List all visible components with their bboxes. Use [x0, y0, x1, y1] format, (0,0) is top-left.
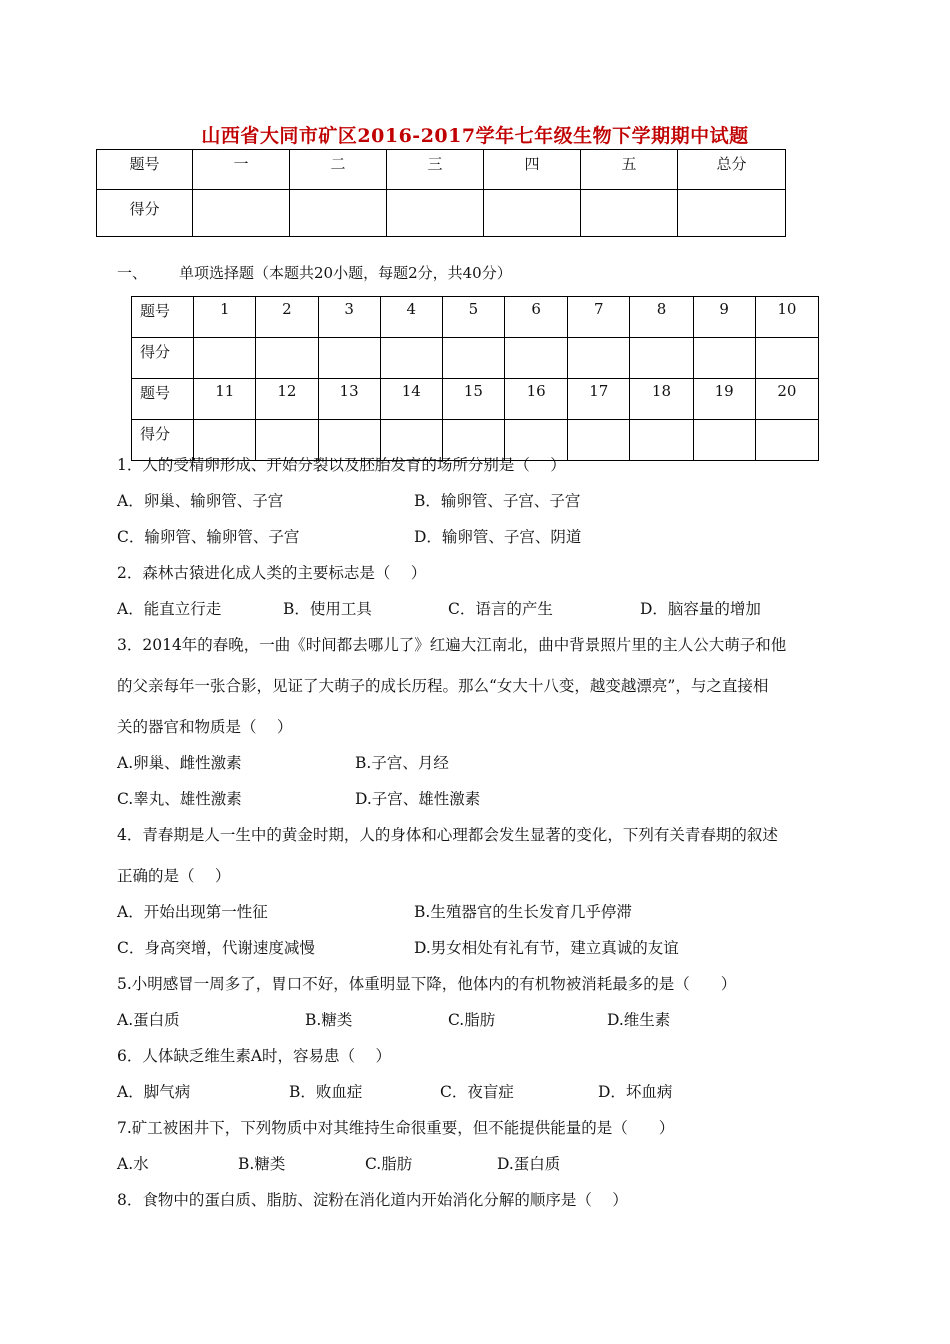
question-3-option-d: D.子宫、雄性激素 — [355, 790, 481, 808]
answer-cell — [318, 338, 380, 379]
answer-number-cell: 11 — [194, 379, 256, 420]
answer-number-row — [132, 379, 819, 420]
answer-row-label: 得分 — [132, 338, 194, 379]
question-7-stem: 7.矿工被困井下，下列物质中对其维持生命很重要，但不能提供能量的是（ ） — [117, 1119, 675, 1137]
question-4-option-a: A．开始出现第一性征 — [117, 903, 268, 921]
score-cell — [290, 190, 387, 237]
answer-score-row — [132, 338, 819, 379]
question-3-option-a: A.卵巢、雌性激素 — [117, 754, 242, 772]
question-2-option-b: B．使用工具 — [283, 600, 372, 618]
question-3-option-c: C.睾丸、雄性激素 — [117, 790, 242, 808]
question-2-option-c: C．语言的产生 — [448, 600, 553, 618]
section-text: 单项选择题（本题共20小题，每题2分，共40分） — [179, 264, 512, 282]
answer-number-cell: 7 — [568, 297, 630, 338]
question-4-option-c: C．身高突增，代谢速度减慢 — [117, 939, 315, 957]
question-5-option-d: D.维生素 — [607, 1011, 671, 1029]
answer-cell — [505, 338, 568, 379]
answer-number-cell: 15 — [442, 379, 504, 420]
question-5-option-a: A.蛋白质 — [117, 1011, 180, 1029]
answer-cell — [630, 420, 693, 461]
question-3-stem-line-2: 的父亲每年一张合影，见证了大萌子的成长历程。那么“女大十八变，越变越漂亮”，与之直接相 — [117, 677, 769, 695]
question-7-option-d: D.蛋白质 — [497, 1155, 561, 1173]
answer-row-label: 得分 — [132, 420, 194, 461]
answer-number-cell: 19 — [693, 379, 755, 420]
question-6-option-a: A．脚气病 — [117, 1083, 191, 1101]
question-1-option-b: B．输卵管、子宫、子宫 — [414, 492, 581, 510]
score-table-header-row — [97, 150, 786, 190]
answer-row-label: 题号 — [132, 297, 194, 338]
answer-cell — [380, 338, 442, 379]
question-7-option-b: B.糖类 — [238, 1155, 286, 1173]
question-3-stem-line-1: 3．2014年的春晚，一曲《时间都去哪儿了》红遍大江南北，曲中背景照片里的主人公大萌子和他 — [117, 636, 787, 654]
question-6-option-c: C．夜盲症 — [440, 1083, 514, 1101]
answer-number-cell: 9 — [693, 297, 755, 338]
answer-number-cell: 20 — [755, 379, 818, 420]
answer-cell — [630, 338, 693, 379]
question-2-option-d: D．脑容量的增加 — [640, 600, 761, 618]
score-table-score-row — [97, 190, 786, 237]
section-heading — [117, 262, 512, 283]
section-number: 一、 — [117, 264, 148, 282]
answer-number-cell: 8 — [630, 297, 693, 338]
question-6-option-b: B．败血症 — [289, 1083, 363, 1101]
answer-cell — [568, 338, 630, 379]
question-3-option-b: B.子宫、月经 — [355, 754, 449, 772]
answer-cell — [693, 420, 755, 461]
answer-cell — [194, 338, 256, 379]
score-cell — [193, 190, 290, 237]
question-1-stem: 1．人的受精卵形成、开始分裂以及胚胎发育的场所分别是（ ） — [117, 456, 566, 474]
score-header-cell: 二 — [290, 150, 387, 190]
answer-cell — [568, 420, 630, 461]
question-2-stem: 2．森林古猿进化成人类的主要标志是（ ） — [117, 564, 427, 582]
question-7-option-c: C.脂肪 — [365, 1155, 413, 1173]
question-1-option-d: D．输卵管、子宫、阴道 — [414, 528, 582, 546]
score-cell — [387, 190, 484, 237]
score-header-cell: 三 — [387, 150, 484, 190]
question-5-option-c: C.脂肪 — [448, 1011, 496, 1029]
answer-number-cell: 2 — [256, 297, 318, 338]
answer-cell — [256, 338, 318, 379]
score-table — [96, 149, 786, 237]
answer-cell — [755, 338, 818, 379]
score-cell — [581, 190, 678, 237]
answer-number-cell: 5 — [442, 297, 504, 338]
answer-number-cell: 13 — [318, 379, 380, 420]
score-header-cell: 总分 — [678, 150, 786, 190]
question-1-option-a: A．卵巢、输卵管、子宫 — [117, 492, 284, 510]
score-row-label: 得分 — [97, 190, 193, 237]
answer-row-label: 题号 — [132, 379, 194, 420]
question-4-option-b: B.生殖器官的生长发育几乎停滞 — [414, 903, 632, 921]
answer-number-cell: 3 — [318, 297, 380, 338]
score-cell — [484, 190, 581, 237]
question-5-stem: 5.小明感冒一周多了，胃口不好，体重明显下降，他体内的有机物被消耗最多的是（ ） — [117, 975, 737, 993]
question-6-stem: 6．人体缺乏维生素A时，容易患（ ） — [117, 1047, 391, 1065]
score-header-cell: 五 — [581, 150, 678, 190]
answer-number-cell: 10 — [755, 297, 818, 338]
score-header-cell: 一 — [193, 150, 290, 190]
answer-number-cell: 17 — [568, 379, 630, 420]
answer-table — [131, 296, 819, 461]
answer-number-cell: 18 — [630, 379, 693, 420]
score-header-cell: 题号 — [97, 150, 193, 190]
answer-number-cell: 6 — [505, 297, 568, 338]
answer-number-cell: 1 — [194, 297, 256, 338]
answer-number-cell: 4 — [380, 297, 442, 338]
answer-number-row — [132, 297, 819, 338]
question-3-stem-line-3: 关的器官和物质是（ ） — [117, 718, 293, 736]
question-4-stem-line-1: 4．青春期是人一生中的黄金时期，人的身体和心理都会发生显著的变化，下列有关青春期的叙述 — [117, 826, 778, 844]
answer-number-cell: 16 — [505, 379, 568, 420]
score-header-cell: 四 — [484, 150, 581, 190]
question-7-option-a: A.水 — [117, 1155, 149, 1173]
answer-cell — [442, 338, 504, 379]
question-1-option-c: C．输卵管、输卵管、子宫 — [117, 528, 300, 546]
exam-title: 山西省大同市矿区2016-2017学年七年级生物下学期期中试题 — [201, 125, 749, 147]
question-4-stem-line-2: 正确的是（ ） — [117, 867, 231, 885]
score-cell — [678, 190, 786, 237]
answer-cell — [693, 338, 755, 379]
question-2-option-a: A．能直立行走 — [117, 600, 222, 618]
question-4-option-d: D.男女相处有礼有节，建立真诚的友谊 — [414, 939, 679, 957]
answer-number-cell: 12 — [256, 379, 318, 420]
question-6-option-d: D．坏血病 — [598, 1083, 673, 1101]
question-8-stem: 8．食物中的蛋白质、脂肪、淀粉在消化道内开始消化分解的顺序是（ ） — [117, 1191, 628, 1209]
question-5-option-b: B.糖类 — [305, 1011, 353, 1029]
answer-cell — [755, 420, 818, 461]
answer-number-cell: 14 — [380, 379, 442, 420]
